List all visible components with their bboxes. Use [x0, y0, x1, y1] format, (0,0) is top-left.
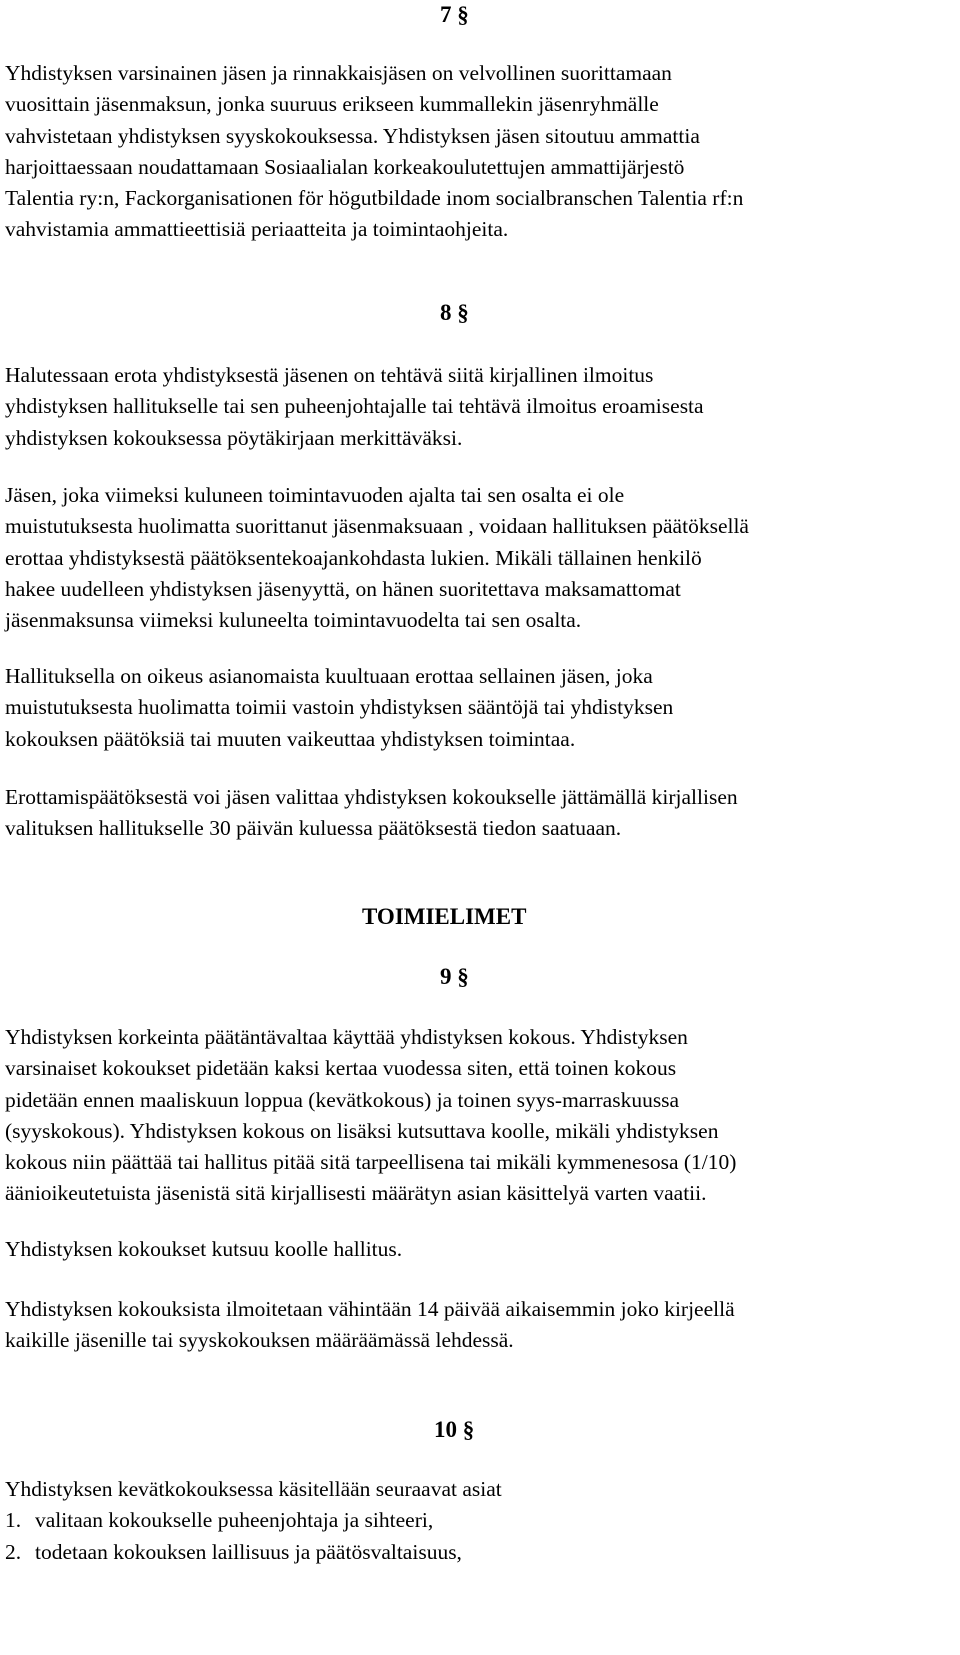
list-item-text: todetaan kokouksen laillisuus ja päätösvaltaisuus,	[35, 1539, 462, 1564]
text-line: kokouksen päätöksiä tai muuten vaikeuttaa yhdistyksen toimintaa.	[5, 726, 576, 751]
chapter-title: TOIMIELIMET	[362, 904, 527, 929]
text-line: Jäsen, joka viimeksi kuluneen toimintavuoden ajalta tai sen osalta ei ole	[5, 483, 625, 507]
text-line: pidetään ennen maaliskuun loppua (kevätkokous) ja toinen syys-marraskuussa	[5, 1087, 680, 1112]
section-8-paragraph-3	[5, 661, 955, 755]
text-line: Yhdistyksen kokoukset kutsuu koolle hallitus.	[5, 1237, 403, 1261]
section-8-paragraph-2	[5, 480, 955, 636]
list-item-text: valitaan kokoukselle puheenjohtaja ja sihteeri,	[35, 1508, 434, 1533]
section-8-heading: 8 §	[440, 300, 469, 325]
section-9-paragraph-2	[5, 1234, 955, 1265]
section-8-paragraph-1	[5, 360, 955, 454]
text-line: jäsenmaksunsa viimeksi kuluneelta toimintavuodelta tai sen osalta.	[5, 608, 582, 633]
text-line: kaikille jäsenille tai syyskokouksen määräämässä lehdessä.	[5, 1328, 514, 1353]
text-line: harjoittaessaan noudattamaan Sosiaalialan korkeakoulutettujen ammattijärjestö	[5, 154, 685, 179]
section-9-paragraph-3	[5, 1294, 955, 1357]
text-line: varsinaiset kokoukset pidetään kaksi kertaa vuodessa siten, että toinen kokous	[5, 1056, 677, 1081]
text-line: (syyskokous). Yhdistyksen kokous on lisäksi kutsuttava koolle, mikäli yhdistyksen	[5, 1118, 719, 1143]
section-10-content	[5, 1474, 955, 1568]
text-line: yhdistyksen kokouksessa pöytäkirjaan merkittäväksi.	[5, 425, 463, 450]
list-item-number: 1.	[5, 1508, 22, 1533]
section-10-heading: 10 §	[434, 1417, 475, 1442]
section-7-heading: 7 §	[440, 2, 469, 27]
text-line: erottaa yhdistyksestä päätöksentekoajankohdasta lukien. Mikäli tällainen henkilö	[5, 545, 702, 570]
section-9-paragraph-1	[5, 1022, 955, 1210]
text-line: muistutuksesta huolimatta toimii vastoin yhdistyksen sääntöjä tai yhdistyksen	[5, 695, 674, 720]
section-8-paragraph-4	[5, 782, 955, 845]
list-item-number: 2.	[5, 1539, 22, 1564]
text-line: valituksen hallitukselle 30 päivän kuluessa päätöksestä tiedon saatuaan.	[5, 816, 622, 841]
text-line: vahvistamia ammattieettisiä periaatteita ja toimintaohjeita.	[5, 217, 509, 242]
text-line: vuosittain jäsenmaksun, jonka suuruus erikseen kummallekin jäsenryhmälle	[5, 92, 659, 117]
text-line: yhdistyksen hallitukselle tai sen puheenjohtajalle tai tehtävä ilmoitus eroamisesta	[5, 394, 704, 419]
text-line: hakee uudelleen yhdistyksen jäsenyyttä, on hänen suoritettava maksamattomat	[5, 576, 681, 601]
text-line: Hallituksella on oikeus asianomaista kuultuaan erottaa sellainen jäsen, joka	[5, 664, 653, 688]
list-item	[5, 1537, 955, 1568]
section-10-intro: Yhdistyksen kevätkokouksessa käsitellään seuraavat asiat	[5, 1477, 502, 1501]
text-line: Yhdistyksen kokouksista ilmoitetaan vähintään 14 päivää aikaisemmin joko kirjeellä	[5, 1297, 735, 1321]
section-7-paragraph-1	[5, 58, 955, 246]
text-line: vahvistetaan yhdistyksen syyskokouksessa. Yhdistyksen jäsen sitoutuu ammattia	[5, 123, 700, 148]
text-line: kokous niin päättää tai hallitus pitää sitä tarpeellisena tai mikäli kymmenesosa (1/10)	[5, 1150, 737, 1175]
text-line: Yhdistyksen korkeinta päätäntävaltaa käyttää yhdistyksen kokous. Yhdistyksen	[5, 1025, 688, 1049]
text-line: Halutessaan erota yhdistyksestä jäsenen on tehtävä siitä kirjallinen ilmoitus	[5, 363, 654, 387]
text-line: Talentia ry:n, Fackorganisationen för högutbildade inom socialbranschen Talentia rf:n	[5, 186, 744, 211]
list-item	[5, 1505, 955, 1536]
text-line: muistutuksesta huolimatta suorittanut jäsenmaksuaan , voidaan hallituksen päätöksellä	[5, 514, 749, 539]
text-line: Erottamispäätöksestä voi jäsen valittaa yhdistyksen kokoukselle jättämällä kirjallisen	[5, 785, 738, 809]
section-9-heading: 9 §	[440, 964, 469, 989]
text-line: Yhdistyksen varsinainen jäsen ja rinnakkaisjäsen on velvollinen suorittamaan	[5, 61, 672, 85]
text-line: äänioikeutetuista jäsenistä sitä kirjallisesti määrätyn asian käsittelyä varten vaatii.	[5, 1181, 707, 1206]
